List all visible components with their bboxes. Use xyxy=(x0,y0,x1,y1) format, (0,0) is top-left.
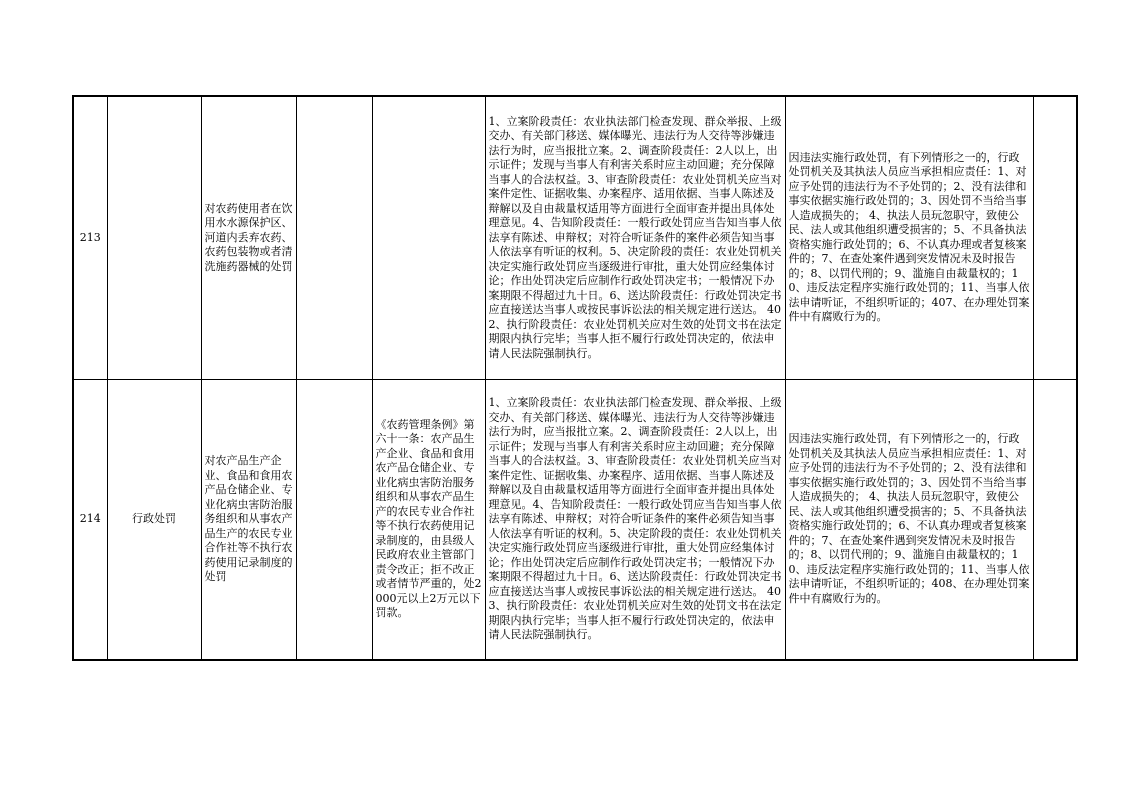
blank-cell xyxy=(296,379,372,660)
accountability-items: 因违法实施行政处罚，有下列情形之一的，行政处罚机关及其执法人员应当承担相应责任：1、对应予处罚的违法行为不予处罚的；2、没有法律和事实依据实施行政处罚的；3、因处罚不当给当事人造成损失的； 4、执法人员玩忽职守，致使公民、法人或其他组织遭受损害的；5、不具备执法资格实施行政处罚的；6、不认真办理或者复核案件的；7、在查处案件遇到突发情况未及时报告的；8、以罚代刑的；9、滥施自由裁量权的；10、违反法定程序实施行政处罚的；11、当事人依法申请听证，不组织听证的；408、在办理处罚案件中有腐败行为的。 xyxy=(785,379,1033,660)
remarks xyxy=(1033,379,1077,660)
power-list-table xyxy=(72,95,1078,661)
row-number: 213 xyxy=(73,96,107,379)
row-number: 214 xyxy=(73,379,107,660)
remarks xyxy=(1033,96,1077,379)
power-item-name: 对农药使用者在饮用水水源保护区、河道内丢弃农药、农药包装物或者清洗施药器械的处罚 xyxy=(201,96,296,379)
legal-basis xyxy=(372,96,485,379)
responsibility-items: 1、立案阶段责任：农业执法部门检查发现、群众举报、上级交办、有关部门移送、媒体曝光、违法行为人交待等涉嫌违法行为时，应当报批立案。2、调查阶段责任：2人以上，出示证件；发现与当事人有利害关系时应主动回避；充分保障当事人的合法权益。3、审查阶段责任：农业处罚机关应当对案件定性、证据收集、办案程序、适用依据、当事人陈述及辩解以及自由裁量权适用等方面进行全面审查并提出具体处理意见。4、告知阶段责任：一般行政处罚应当告知当事人依法享有陈述、申辩权；对符合听证条件的案件必须告知当事人依法享有听证的权利。5、决定阶段的责任：农业处罚机关决定实施行政处罚应当逐级进行审批，重大处罚应经集体讨论；作出处罚决定后应制作行政处罚决定书；一般情况下办案期限不得超过九十日。6、送达阶段责任：行政处罚决定书应直接送达当事人或按民事诉讼法的相关规定进行送达。 403、执行阶段责任：农业处罚机关应对生效的处罚文书在法定期限内执行完毕；当事人拒不履行行政处罚决定的，依法申请人民法院强制执行。 xyxy=(485,379,785,660)
power-item-name: 对农产品生产企业、食品和食用农产品仓储企业、专业化病虫害防治服务组织和从事农产品生产的农民专业合作社等不执行农药使用记录制度的处罚 xyxy=(201,379,296,660)
accountability-items: 因违法实施行政处罚，有下列情形之一的，行政处罚机关及其执法人员应当承担相应责任：1、对应予处罚的违法行为不予处罚的；2、没有法律和事实依据实施行政处罚的；3、因处罚不当给当事人造成损失的； 4、执法人员玩忽职守，致使公民、法人或其他组织遭受损害的；5、不具备执法资格实施行政处罚的；6、不认真办理或者复核案件的；7、在查处案件遇到突发情况未及时报告的；8、以罚代刑的；9、滥施自由裁量权的；10、违反法定程序实施行政处罚的；11、当事人依法申请听证，不组织听证的；407、在办理处罚案件中有腐败行为的。 xyxy=(785,96,1033,379)
power-category: 行政处罚 xyxy=(107,379,201,660)
blank-cell xyxy=(296,96,372,379)
responsibility-items: 1、立案阶段责任：农业执法部门检查发现、群众举报、上级交办、有关部门移送、媒体曝光、违法行为人交待等涉嫌违法行为时，应当报批立案。2、调查阶段责任：2人以上，出示证件；发现与当事人有利害关系时应主动回避；充分保障当事人的合法权益。3、审查阶段责任：农业处罚机关应当对案件定性、证据收集、办案程序、适用依据、当事人陈述及辩解以及自由裁量权适用等方面进行全面审查并提出具体处理意见。4、告知阶段责任：一般行政处罚应当告知当事人依法享有陈述、申辩权；对符合听证条件的案件必须告知当事人依法享有听证的权利。5、决定阶段的责任：农业处罚机关决定实施行政处罚应当逐级进行审批，重大处罚应经集体讨论；作出处罚决定后应制作行政处罚决定书；一般情况下办案期限不得超过九十日。6、送达阶段责任：行政处罚决定书应直接送达当事人或按民事诉讼法的相关规定进行送达。 402、执行阶段责任：农业处罚机关应对生效的处罚文书在法定期限内执行完毕；当事人拒不履行行政处罚决定的，依法申请人民法院强制执行。 xyxy=(485,96,785,379)
table-row xyxy=(73,379,1077,660)
table-row xyxy=(73,96,1077,379)
power-category xyxy=(107,96,201,379)
legal-basis: 《农药管理条例》第六十一条：农产品生产企业、食品和食用农产品仓储企业、专业化病虫害防治服务组织和从事农产品生产的农民专业合作社等不执行农药使用记录制度的，由县级人民政府农业主管部门责令改正；拒不改正或者情节严重的，处2000元以上2万元以下罚款。 xyxy=(372,379,485,660)
